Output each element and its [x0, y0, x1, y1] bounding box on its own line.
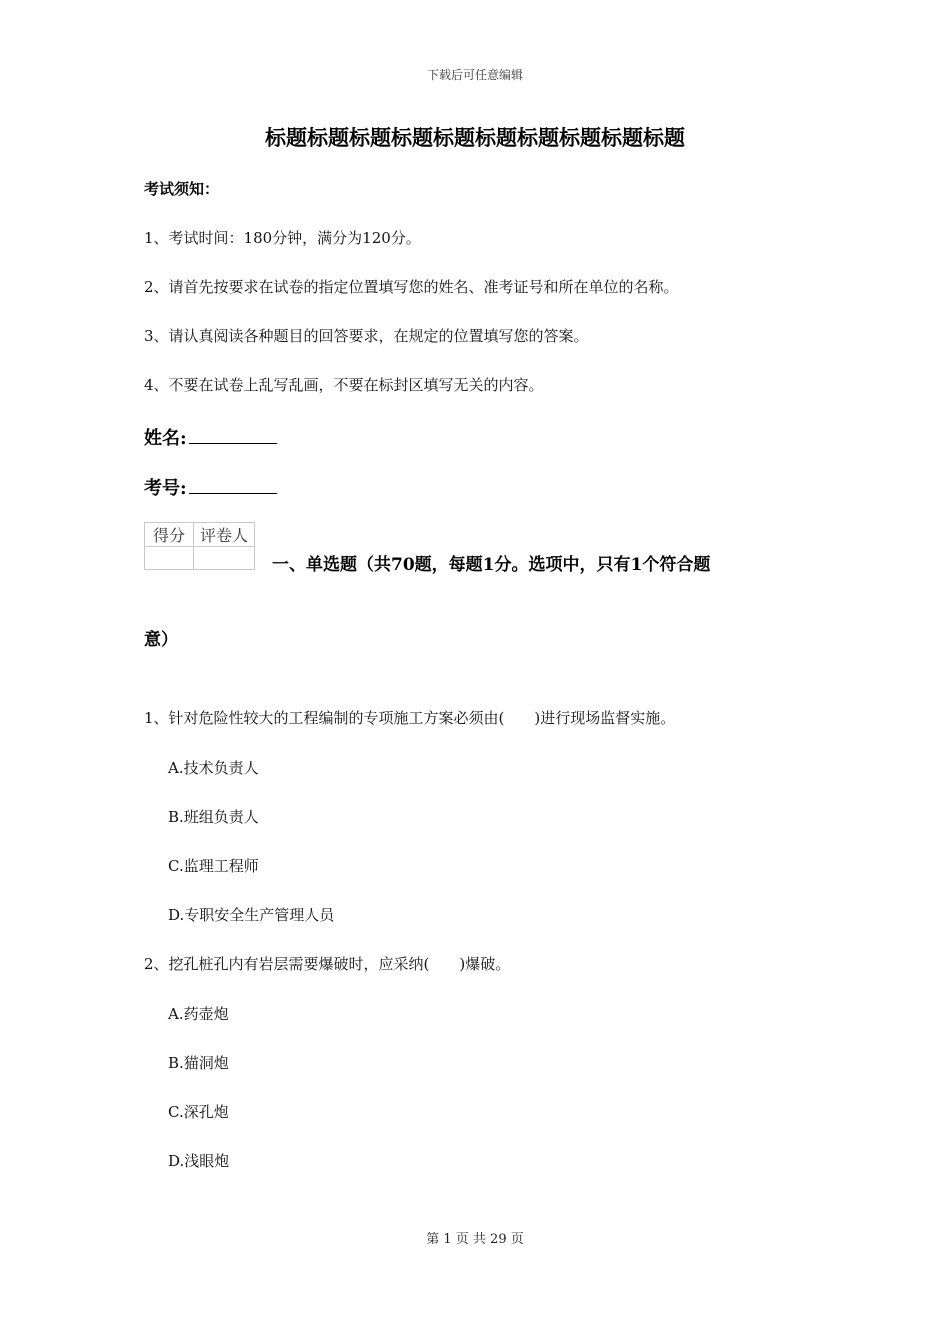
name-label: 姓名:: [144, 428, 187, 449]
header-note: 下载后可任意编辑: [426, 68, 523, 82]
name-field: [144, 424, 277, 450]
page-footer: 第 1 页 共 29 页: [426, 1232, 524, 1247]
instruction-item: 3、请认真阅读各种题目的回答要求，在规定的位置填写您的答案。: [144, 327, 589, 345]
question-option: C.监理工程师: [168, 857, 259, 875]
instruction-item: 1、考试时间：180分钟，满分为120分。: [144, 229, 421, 247]
question-option: D.浅眼炮: [168, 1152, 230, 1170]
question-option: A.技术负责人: [168, 759, 259, 777]
id-field: [144, 474, 277, 500]
question-stem: 2、挖孔桩孔内有岩层需要爆破时，应采纳( )爆破。: [144, 955, 511, 973]
question-option: B.猫洞炮: [168, 1054, 229, 1072]
score-cell: [145, 547, 194, 570]
question-option: B.班组负责人: [168, 808, 259, 826]
instruction-item: 4、不要在试卷上乱写乱画，不要在标封区填写无关的内容。: [144, 376, 544, 394]
page-title: 标题标题标题标题标题标题标题标题标题标题: [265, 125, 685, 150]
grader-header: 评卷人: [194, 523, 255, 547]
question-option: C.深孔炮: [168, 1103, 229, 1121]
score-header: 得分: [145, 523, 194, 547]
instruction-item: 2、请首先按要求在试卷的指定位置填写您的姓名、准考证号和所在单位的名称。: [144, 278, 679, 296]
question-stem: 1、针对危险性较大的工程编制的专项施工方案必须由( )进行现场监督实施。: [144, 709, 676, 727]
id-label: 考号:: [144, 478, 187, 499]
id-blank: [189, 475, 277, 494]
instructions-heading: 考试须知：: [144, 180, 220, 198]
part-one-title-continued: 意）: [144, 630, 178, 650]
name-blank: [189, 425, 277, 444]
question-option: A.药壶炮: [168, 1005, 229, 1023]
question-option: D.专职安全生产管理人员: [168, 906, 335, 924]
score-table: [144, 522, 255, 570]
part-one-title: 一、单选题（共70题，每题1分。选项中，只有1个符合题: [272, 555, 711, 575]
grader-cell: [194, 547, 255, 570]
